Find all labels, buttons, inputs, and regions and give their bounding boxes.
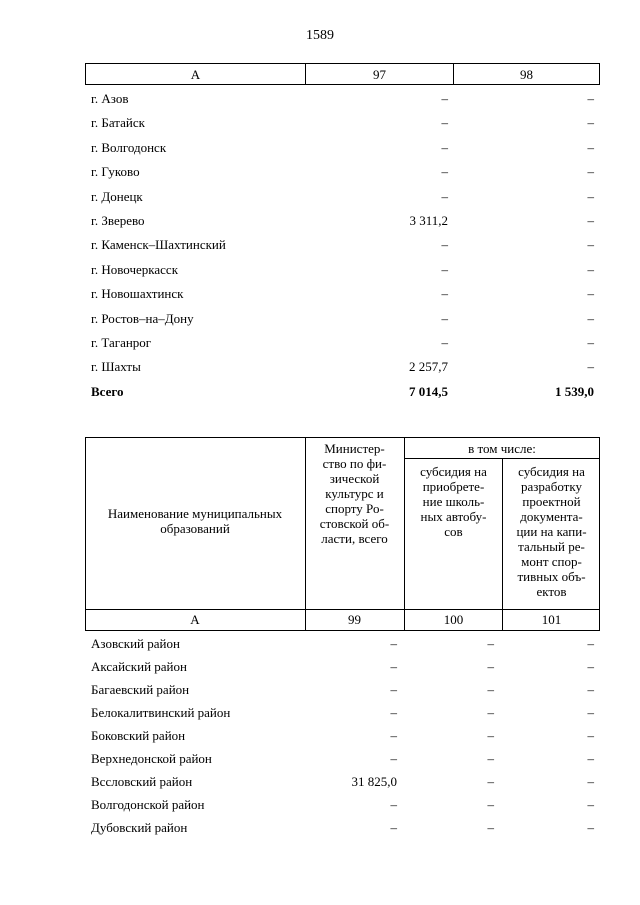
table-row — [85, 793, 600, 816]
value-col-101: – — [587, 705, 594, 720]
table2-header — [85, 437, 600, 631]
value-col-101: – — [587, 728, 594, 743]
table-row — [85, 655, 600, 678]
table1-header — [85, 63, 600, 85]
row-name: г. Гуково — [91, 164, 140, 180]
value-col-97: – — [441, 188, 448, 204]
value-col-97: 3 311,2 — [409, 213, 448, 228]
value-col-101: – — [587, 751, 594, 766]
table-row — [85, 111, 600, 135]
value-col-99: – — [390, 797, 397, 812]
value-col-100: – — [487, 659, 494, 674]
value-col-98: – — [587, 286, 594, 302]
value-col-99: – — [390, 659, 397, 674]
value-col-98: – — [587, 261, 594, 277]
row-name: г. Зверево — [91, 213, 145, 228]
value-col-98: – — [587, 188, 594, 204]
row-name: г. Ростов–на–Дону — [91, 310, 194, 326]
header-municipal-names: Наименование муниципальных образований — [107, 506, 283, 536]
value-col-100: – — [487, 705, 494, 720]
value-col-99: – — [390, 751, 397, 766]
value-col-98: – — [587, 91, 594, 106]
table-row — [85, 632, 600, 655]
value-col-97: – — [441, 237, 448, 253]
value-col-100: – — [487, 751, 494, 766]
value-col-98: – — [587, 359, 594, 375]
table-row — [85, 136, 600, 160]
value-col-97: – — [441, 261, 448, 277]
header-subsidy-school-buses: субсидия на приобрете- ние школь- ных автобу- сов — [420, 464, 487, 539]
value-col-100: – — [487, 682, 494, 697]
header-including: в том числе: — [468, 441, 536, 456]
value-col-98: – — [587, 115, 594, 131]
value-col-97: – — [441, 91, 448, 106]
value-col-101: – — [587, 682, 594, 697]
table-row — [85, 816, 600, 839]
row-name: Багаевский район — [91, 682, 190, 697]
value-col-99: – — [390, 820, 397, 835]
row-name: Волгодонской район — [91, 797, 205, 812]
table-row — [85, 678, 600, 701]
total-row — [85, 380, 600, 404]
row-name: г. Таганрог — [91, 335, 152, 350]
table-row — [85, 770, 600, 793]
value-col-97: – — [441, 335, 448, 350]
table-row — [85, 87, 600, 111]
row-name: г. Батайск — [91, 115, 145, 131]
value-col-97: 7 014,5 — [409, 383, 448, 399]
value-col-99: – — [390, 636, 397, 651]
value-col-97: – — [441, 164, 448, 180]
table-row — [85, 258, 600, 282]
row-name: Боковский район — [91, 728, 186, 743]
table-row — [85, 724, 600, 747]
value-col-100: – — [487, 774, 494, 789]
index-col-a: А — [190, 612, 200, 627]
value-col-98: – — [587, 335, 594, 350]
value-col-97: – — [441, 286, 448, 302]
value-col-97: – — [441, 310, 448, 326]
row-name: г. Новошахтинск — [91, 286, 184, 302]
value-col-97: 2 257,7 — [409, 359, 448, 375]
value-col-98: – — [587, 164, 594, 180]
value-col-98: – — [587, 237, 594, 253]
value-col-100: – — [487, 797, 494, 812]
value-col-99: – — [390, 728, 397, 743]
row-name: г. Новочеркасск — [91, 261, 179, 277]
value-col-101: – — [587, 636, 594, 651]
row-name: Аксайский район — [91, 659, 187, 674]
header-col-a: А — [85, 63, 305, 85]
table-row — [85, 282, 600, 306]
header-col-98: 98 — [453, 63, 600, 85]
header-subsidy-design-docs: субсидия на разработку проектной документа- ции на капи- тальный ре- монт спор- тивных объ- ектов — [516, 464, 587, 599]
value-col-98: – — [587, 310, 594, 326]
value-col-101: – — [587, 774, 594, 789]
table-row — [85, 355, 600, 379]
row-name: Белокалитвинский район — [91, 705, 231, 720]
row-name: Всего — [91, 383, 124, 399]
row-name: Верхнедонской район — [91, 751, 212, 766]
value-col-99: 31 825,0 — [351, 774, 397, 789]
row-name: г. Донецк — [91, 188, 143, 204]
table-row — [85, 331, 600, 355]
table-row — [85, 747, 600, 770]
value-col-99: – — [390, 682, 397, 697]
table-row — [85, 701, 600, 724]
value-col-101: – — [587, 797, 594, 812]
value-col-100: – — [487, 636, 494, 651]
index-col-100: 100 — [443, 612, 464, 627]
header-ministry-total: Министер- ство по фи- зической культурс и спорту Ро- стовской об- ласти, всего — [319, 441, 390, 546]
table-row — [85, 160, 600, 184]
table-row — [85, 307, 600, 331]
value-col-98: – — [587, 213, 594, 228]
value-col-101: – — [587, 659, 594, 674]
row-name: Азовский район — [91, 636, 180, 651]
value-col-98: 1 539,0 — [555, 383, 594, 399]
row-name: Вссловский район — [91, 774, 193, 789]
value-col-98: – — [587, 139, 594, 155]
value-col-97: – — [441, 115, 448, 131]
table-row — [85, 209, 600, 233]
row-name: г. Азов — [91, 91, 129, 106]
value-col-99: – — [390, 705, 397, 720]
row-name: г. Каменск–Шахтинский — [91, 237, 226, 253]
value-col-97: – — [441, 139, 448, 155]
header-col-97: 97 — [305, 63, 453, 85]
value-col-101: – — [587, 820, 594, 835]
index-col-99: 99 — [348, 612, 361, 627]
row-name: г. Волгодонск — [91, 139, 167, 155]
row-name: Дубовский район — [91, 820, 188, 835]
index-col-101: 101 — [541, 612, 562, 627]
page-number: 1589 — [306, 28, 334, 43]
table-row — [85, 233, 600, 257]
value-col-100: – — [487, 728, 494, 743]
value-col-100: – — [487, 820, 494, 835]
table-row — [85, 185, 600, 209]
row-name: г. Шахты — [91, 359, 141, 375]
